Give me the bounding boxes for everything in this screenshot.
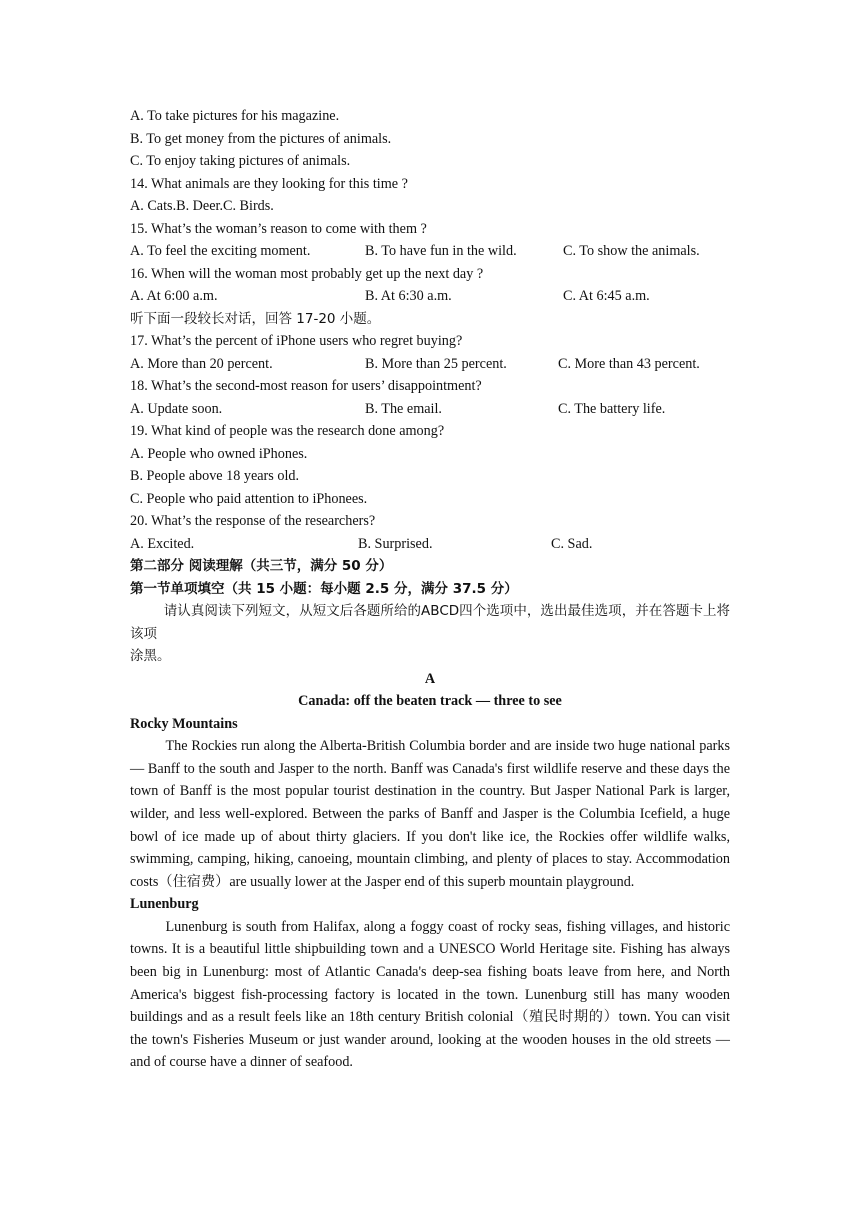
q16-option-a: A. At 6:00 a.m.	[130, 288, 218, 304]
q18-option-c: C. The battery life.	[558, 400, 666, 417]
instructions-line1: 请认真阅读下列短文，从短文后各题所给的ABCD四个选项中，选出最佳选项，并在答题卡上将该项	[130, 603, 730, 642]
q15-option-c: C. To show the animals.	[563, 243, 700, 259]
q17-question: 17. What’s the percent of iPhone users who regret buying?	[130, 333, 463, 349]
lunenburg-heading: Lunenburg	[130, 896, 199, 913]
q16-option-c: C. At 6:45 a.m.	[563, 288, 650, 304]
q20-option-c: C. Sad.	[551, 535, 593, 552]
q15-options	[130, 240, 730, 263]
q19-question: 19. What kind of people was the research done among?	[130, 423, 445, 439]
q18-option-a: A. Update soon.	[130, 400, 223, 417]
q18-options	[130, 398, 730, 421]
q17-options	[130, 353, 730, 376]
q17-option-b: B. More than 25 percent.	[365, 355, 507, 372]
q17-option-a: A. More than 20 percent.	[130, 355, 273, 372]
passage-label: A	[424, 670, 436, 687]
q16-question: 16. When will the woman most probably get up the next day ?	[130, 265, 484, 282]
q20-option-a: A. Excited.	[130, 535, 195, 552]
q13-option-b: B. To get money from the pictures of animals.	[130, 130, 392, 147]
q19-option-c: C. People who paid attention to iPhonees.	[130, 490, 368, 507]
passage-title: Canada: off the beaten track — three to see	[298, 693, 562, 710]
rocky-mountains-heading: Rocky Mountains	[130, 715, 238, 732]
q20-options	[130, 533, 730, 556]
q18-option-b: B. The email.	[365, 400, 442, 417]
q16-options	[130, 285, 730, 308]
q14-question: 14. What animals are they looking for this time ?	[130, 175, 408, 192]
q15-question: 15. What’s the woman’s reason to come with them ?	[130, 220, 427, 237]
q15-option-a: A. To feel the exciting moment.	[130, 243, 311, 259]
q20-question: 20. What’s the response of the researchers?	[130, 513, 376, 529]
q14-options: A. Cats.B. Deer.C. Birds.	[130, 198, 274, 214]
q13-option-a: A. To take pictures for his magazine.	[130, 108, 340, 124]
part2-heading: 第二部分 阅读理解（共三节，满分 50 分）	[130, 558, 393, 574]
q19-option-b: B. People above 18 years old.	[130, 468, 300, 484]
q18-question: 18. What’s the second-most reason for users’ disappointment?	[130, 378, 482, 394]
reading-instructions	[130, 600, 730, 645]
exam-page	[130, 105, 730, 1074]
q19-option-a: A. People who owned iPhones.	[130, 445, 308, 462]
q16-option-b: B. At 6:30 a.m.	[365, 288, 452, 304]
instructions-line2: 涂黑。	[130, 648, 171, 665]
rocky-mountains-paragraph: The Rockies run along the Alberta-British Columbia border and are inside two huge national parks — Banff to the south and Jasper to the north. Banff was Canada's first wildlife reserve and these days the town of Banff is the most popular tourist destination in the country. But Jasper National Park is larger, wilder, and less well-explored. Between the parks of Banff and Jasper is the Columbia Icefield, a huge bowl of ice made up of about thirty glaciers. If you don't like ice, the Rockies offer wildlife walks, swimming, camping, hiking, canoeing, mountain climbing, and plenty of places to stay. Accommodation costs（住宿费）are usually lower at the Jasper end of this superb mountain playground.	[130, 738, 730, 890]
long-dialog-instruction: 听下面一段较长对话，回答 17-20 小题。	[130, 310, 381, 327]
q17-option-c: C. More than 43 percent.	[558, 355, 700, 372]
lunenburg-paragraph: Lunenburg is south from Halifax, along a foggy coast of rocky seas, fishing villages, and historic towns. It is a beautiful little shipbuilding town and a UNESCO World Heritage site. Fishing has always been big in Lunenburg: most of Atlantic Canada's deep-sea fishing boats leave from here, and North America's biggest fish-processing factory is located in the town. Lunenburg still has many wooden buildings and as a result feels like an 18th century British colonial（殖民时期的）town. You can visit the town's Fisheries Museum or just wander around, looking at the wooden houses in the old streets — and of course have a dinner of seafood.	[130, 918, 730, 1071]
q20-option-b: B. Surprised.	[358, 535, 433, 552]
q13-option-c: C. To enjoy taking pictures of animals.	[130, 153, 351, 169]
q15-option-b: B. To have fun in the wild.	[365, 243, 517, 259]
section1-heading: 第一节单项填空（共 15 小题：每小题 2.5 分，满分 37.5 分）	[130, 580, 518, 597]
